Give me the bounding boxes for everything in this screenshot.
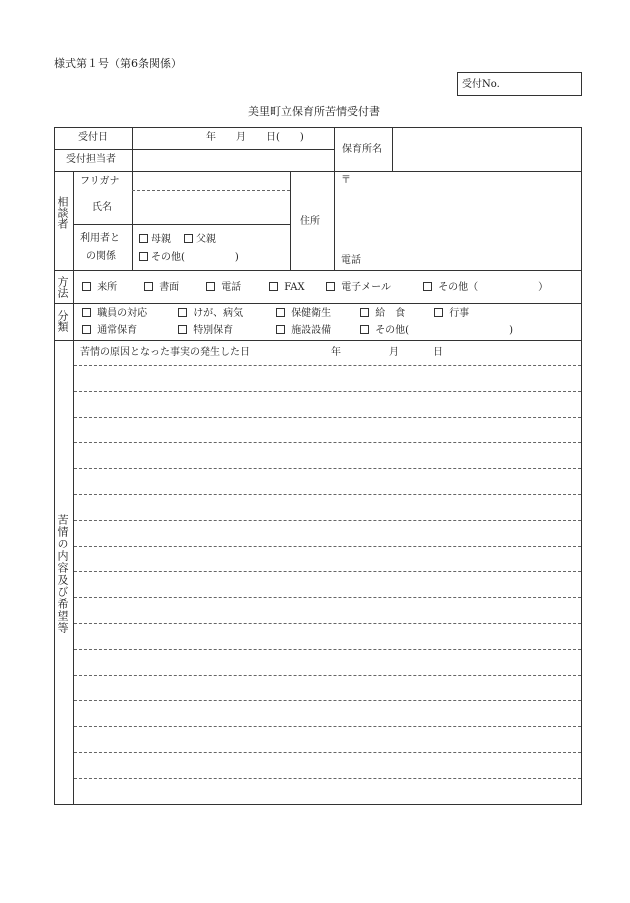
checkbox-icon: [178, 308, 187, 317]
category-option-staff[interactable]: 職員の対応: [82, 308, 147, 319]
receipt-no-box[interactable]: [457, 72, 582, 96]
consultant-section-label: 相談者: [56, 196, 69, 229]
complaint-date-label: 苦情の原因となった事実の発生した日: [80, 347, 250, 358]
checkbox-icon: [184, 234, 193, 243]
writing-line: [74, 494, 581, 495]
method-option-document[interactable]: 書面: [144, 282, 179, 293]
checkbox-icon: [276, 308, 285, 317]
writing-line: [74, 623, 581, 624]
writing-line: [74, 520, 581, 521]
phone-field[interactable]: [370, 254, 576, 266]
relation-option-mother[interactable]: 母親: [139, 234, 171, 245]
name-label: 氏名: [92, 202, 112, 213]
writing-line: [74, 571, 581, 572]
postal-mark: 〒: [341, 175, 351, 186]
writing-line: [74, 597, 581, 598]
method-option-email[interactable]: 電子メール: [326, 282, 391, 293]
name-field[interactable]: [136, 196, 286, 220]
form-number: 様式第１号（第6条関係）: [54, 57, 182, 70]
checkbox-icon: [82, 282, 91, 291]
category-option-special-care[interactable]: 特別保育: [178, 325, 233, 336]
writing-line: [74, 365, 581, 366]
writing-line: [74, 546, 581, 547]
relation-option-other[interactable]: その他( ): [139, 252, 239, 263]
complaint-date-month: 月: [389, 347, 399, 358]
relation-label-line2: の関係: [86, 251, 116, 262]
checkbox-icon: [139, 252, 148, 261]
checkbox-icon: [178, 325, 187, 334]
nursery-name-field[interactable]: [400, 145, 576, 157]
method-option-fax[interactable]: FAX: [269, 282, 305, 293]
phone-label: 電話: [341, 255, 361, 266]
method-option-visit[interactable]: 来所: [82, 282, 117, 293]
writing-line: [74, 752, 581, 753]
writing-line: [74, 417, 581, 418]
reception-date-field[interactable]: 年 月 日( ): [206, 132, 304, 143]
writing-line: [74, 391, 581, 392]
relation-label-line1: 利用者と: [80, 233, 120, 244]
category-option-regular-care[interactable]: 通常保育: [82, 325, 137, 336]
writing-line: [74, 442, 581, 443]
category-section-label: 分類: [56, 310, 69, 332]
complaint-date-day: 日: [433, 347, 443, 358]
address-label: 住所: [300, 216, 320, 227]
checkbox-icon: [206, 282, 215, 291]
checkbox-icon: [326, 282, 335, 291]
nursery-name-label: 保育所名: [342, 144, 382, 155]
writing-line: [74, 700, 581, 701]
category-option-meals[interactable]: 給 食: [360, 308, 405, 319]
receipt-no-label: 受付No.: [462, 79, 500, 90]
checkbox-icon: [144, 282, 153, 291]
complaint-date-year: 年: [331, 347, 341, 358]
method-option-phone[interactable]: 電話: [206, 282, 241, 293]
category-option-events[interactable]: 行事: [434, 308, 469, 319]
writing-line: [74, 675, 581, 676]
writing-line: [74, 468, 581, 469]
furigana-field[interactable]: [136, 176, 286, 188]
complaint-section-label: 苦情の内容及び希望等: [56, 514, 69, 634]
writing-line: [74, 649, 581, 650]
page-title: 美里町立保育所苦情受付書: [248, 105, 380, 118]
reception-date-label: 受付日: [78, 132, 108, 143]
checkbox-icon: [139, 234, 148, 243]
checkbox-icon: [82, 308, 91, 317]
reception-staff-label: 受付担当者: [66, 154, 116, 165]
checkbox-icon: [82, 325, 91, 334]
checkbox-icon: [423, 282, 432, 291]
furigana-label: フリガナ: [80, 176, 120, 187]
checkbox-icon: [360, 308, 369, 317]
checkbox-icon: [360, 325, 369, 334]
writing-line: [74, 778, 581, 779]
checkbox-icon: [269, 282, 278, 291]
category-option-facilities[interactable]: 施設設備: [276, 325, 331, 336]
method-option-other[interactable]: その他（ ）: [423, 282, 548, 293]
checkbox-icon: [276, 325, 285, 334]
category-option-other[interactable]: その他( ): [360, 325, 513, 336]
relation-option-father[interactable]: 父親: [184, 234, 216, 245]
writing-line: [74, 726, 581, 727]
checkbox-icon: [434, 308, 443, 317]
category-option-hygiene[interactable]: 保健衛生: [276, 308, 331, 319]
address-field[interactable]: [352, 176, 576, 236]
category-option-injury[interactable]: けが、病気: [178, 308, 243, 319]
method-section-label: 方法: [56, 276, 69, 298]
